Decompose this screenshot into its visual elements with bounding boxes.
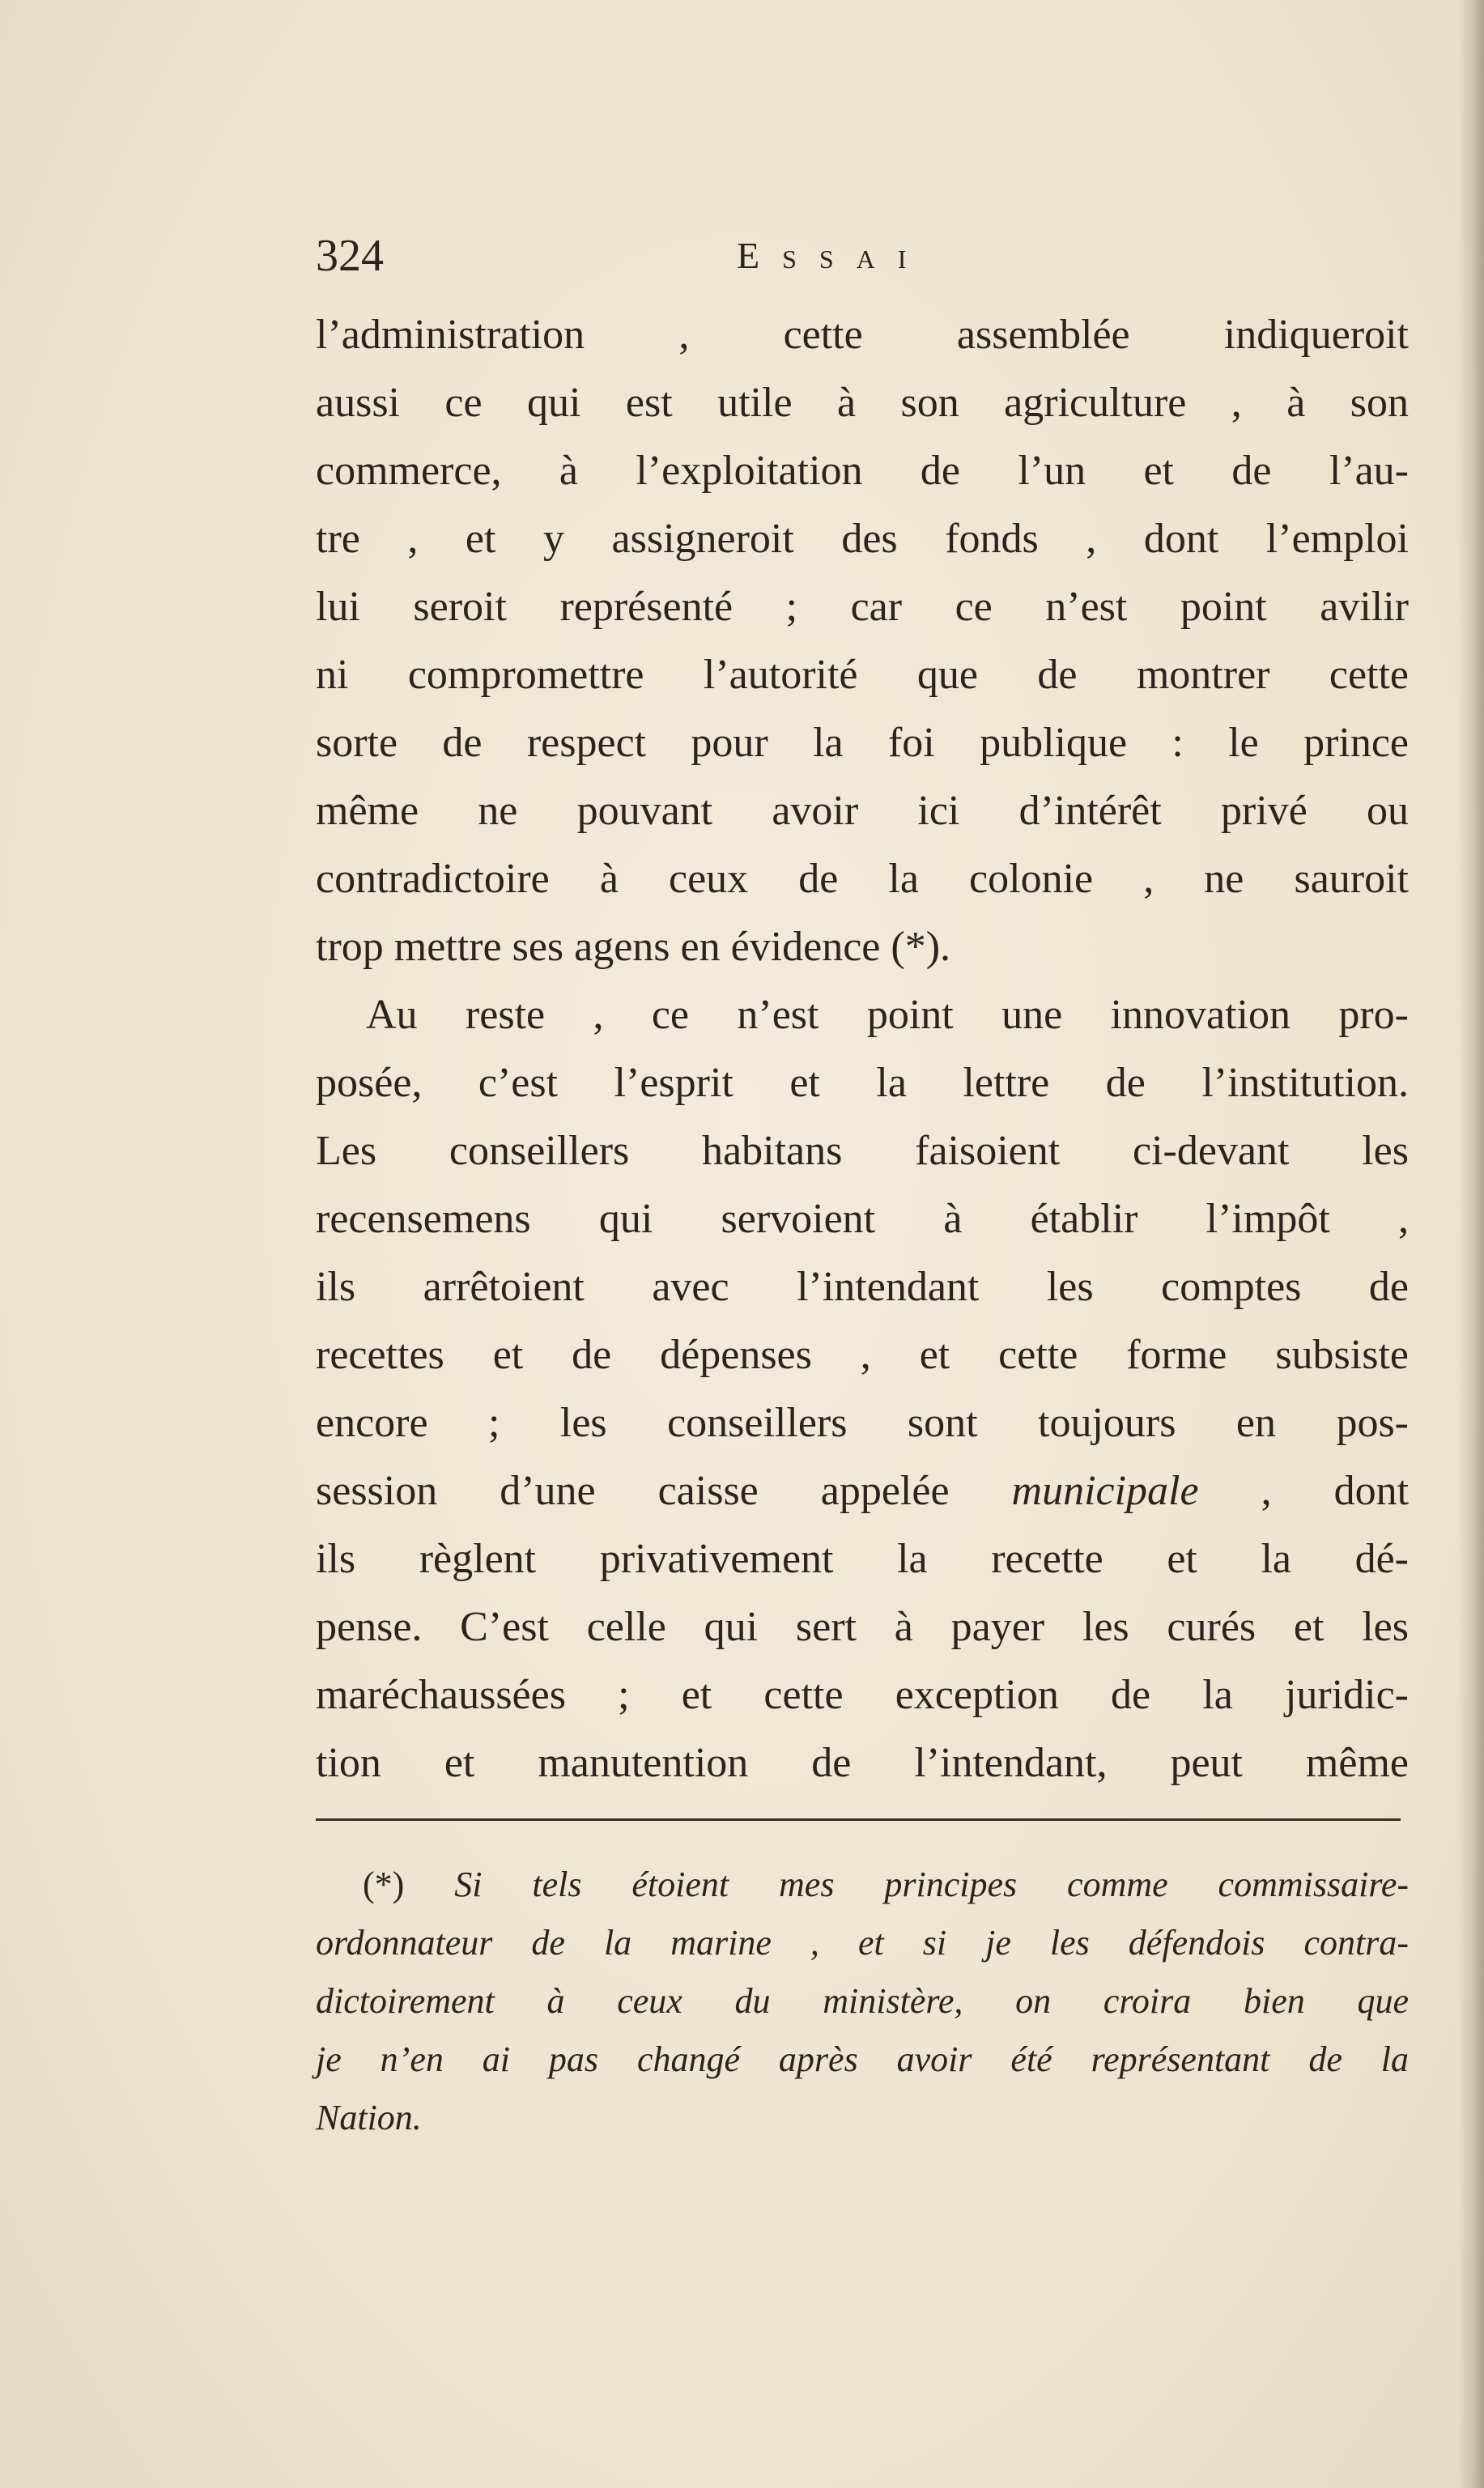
emphasized-word: municipale [1011,1468,1199,1514]
text-line: Les conseillers habitans faisoient ci-devant les [316,1128,1409,1174]
text-line: aussi ce qui est utile à son agriculture , à son [316,380,1409,426]
footnote-divider [316,1818,1401,1821]
text-line: tre , et y assigneroit des fonds , dont l’emploi [316,516,1409,562]
text-line: encore ; les conseillers sont toujours en pos- [316,1400,1409,1446]
text-line: posée, c’est l’esprit et la lettre de l’institution. [316,1060,1409,1106]
text-line: recettes et de dépenses , et cette forme subsiste [316,1332,1409,1378]
text-line: pense. C’est celle qui sert à payer les curés et les [316,1604,1409,1650]
page-edge-shadow [1458,0,1484,2488]
text-line: l’administration , cette assemblée indiqueroit [316,312,1409,358]
footnote-marker: (*) [363,1865,405,1904]
text-line: même ne pouvant avoir ici d’intérêt privé ou [316,788,1409,834]
text-line: ils arrêtoient avec l’intendant les comptes de [316,1264,1409,1310]
text-line: trop mettre ses agens en évidence (*). [316,924,951,970]
text-line: contradictoire à ceux de la colonie , ne sauroit [316,856,1409,902]
text-line: tion et manutention de l’intendant, peut même [316,1740,1409,1786]
footnote-line [316,1856,1409,1914]
body-text [316,301,1409,1797]
running-head [316,223,1409,288]
footnote-line: Nation. [316,2098,422,2137]
footnote [316,1856,1409,2147]
text-line: ils règlent privativement la recette et la dé- [316,1536,1409,1582]
footnote-line: je n’en ai pas changé après avoir été représentant de la [316,2039,1409,2079]
text-line: sorte de respect pour la foi publique : le prince [316,720,1409,766]
paragraph-start-line: Au reste , ce n’est point une innovation pro- [366,992,1409,1038]
text-line: maréchaussées ; et cette exception de la juridic- [316,1672,1409,1718]
text-line-with-emphasis [316,1457,1409,1525]
footnote-line: ordonnateur de la marine , et si je les défendois contra- [316,1923,1409,1963]
text-line: lui seroit représenté ; car ce n’est point avilir [316,584,1409,630]
text-segment: session d’une caisse appelée [316,1468,950,1514]
text-line: recensemens qui servoient à établir l’impôt , [316,1196,1409,1242]
footnote-text: Si tels étoient mes principes comme commissaire- [454,1865,1410,1904]
page-number: 324 [316,231,384,281]
text-segment: , dont [1261,1468,1410,1514]
text-line: commerce, à l’exploitation de l’un et de l’au- [316,448,1409,494]
running-title: Essai [737,235,929,276]
text-line: ni compromettre l’autorité que de montrer cette [316,652,1409,698]
footnote-line: dictoirement à ceux du ministère, on croira bien que [316,1981,1409,2021]
